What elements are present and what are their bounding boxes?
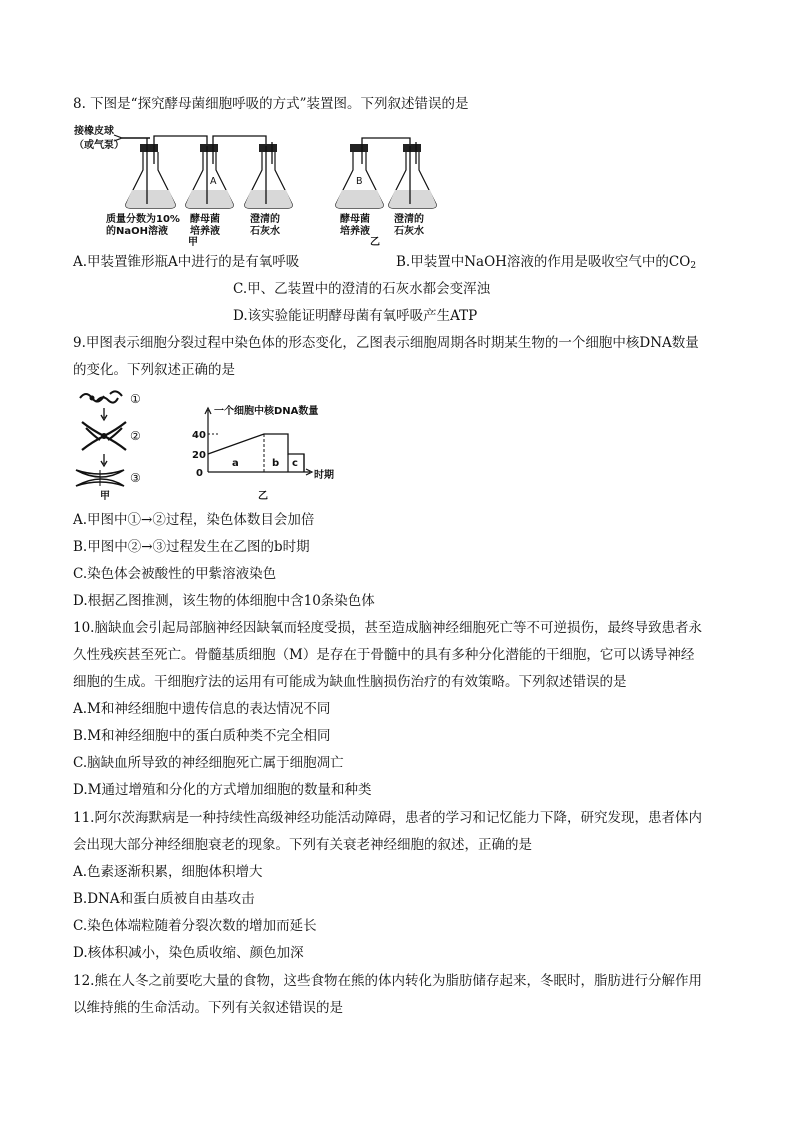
q9-option-d: D.根据乙图推测，该生物的体细胞中含10条染色体 bbox=[73, 593, 375, 609]
q9-option-c: C.染色体会被酸性的甲紫溶液染色 bbox=[73, 566, 277, 582]
flask5-caption-1: 澄清的 bbox=[394, 214, 424, 225]
q9-option-a: A.甲图中①→②过程，染色体数目会加倍 bbox=[73, 512, 315, 528]
q10-stem-line3: 细胞的生成。干细胞疗法的运用有可能成为缺血性脑损伤治疗的有效策略。下列叙述错误的是 bbox=[73, 674, 627, 690]
q10-option-c: C.脑缺血所导致的神经细胞死亡属于细胞凋亡 bbox=[73, 755, 344, 771]
q11-option-d: D.核体积减小，染色质收缩、颜色加深 bbox=[73, 945, 304, 961]
limewater-flask-1 bbox=[245, 142, 292, 208]
y-tick-0: 0 bbox=[196, 468, 203, 479]
figure-jia-label: 甲 bbox=[100, 491, 110, 502]
flask-a-letter: A bbox=[210, 176, 217, 187]
yeast-flask-a bbox=[186, 140, 233, 208]
group2-label: 乙 bbox=[370, 237, 380, 246]
flask5-caption-2: 石灰水 bbox=[394, 226, 424, 237]
pump-label-line1: 接橡皮球 bbox=[74, 126, 114, 137]
q9-dna-chart bbox=[188, 402, 348, 504]
q8-option-a: A.甲装置锥形瓶A中进行的是有氧呼吸 bbox=[73, 254, 300, 270]
q9-stem-line1: 9.甲图表示细胞分裂过程中染色体的形态变化，乙图表示细胞周期各时期某生物的一个细胞中核DNA数量 bbox=[73, 335, 699, 351]
q9-option-b: B.甲图中②→③过程发生在乙图的b时期 bbox=[73, 539, 310, 555]
q8-option-b: B.甲装置中NaOH溶液的作用是吸收空气中的$CO_2$ bbox=[396, 254, 697, 271]
q12-stem-line2: 以维持熊的生命活动。下列有关叙述错误的是 bbox=[73, 1000, 343, 1016]
figure-yi-label: 乙 bbox=[258, 491, 268, 502]
q8-option-d: D.该实验能证明酵母菌有氧呼吸产生ATP bbox=[233, 308, 478, 324]
flaskb-caption-2: 培养液 bbox=[340, 226, 370, 237]
stage-3-number: ③ bbox=[130, 471, 141, 485]
segment-c: c bbox=[292, 458, 298, 469]
q8-apparatus-figure bbox=[70, 118, 440, 246]
q11-stem-line1: 11.阿尔茨海默病是一种持续性高级神经功能活动障碍，患者的学习和记忆能力下降，研究发现，患者体内 bbox=[73, 810, 702, 826]
q11-option-a: A.色素逐渐积累，细胞体积增大 bbox=[73, 864, 263, 880]
q8-stem: 8. 下图是“探究酵母菌细胞呼吸的方式”装置图。下列叙述错误的是 bbox=[73, 96, 469, 112]
group1-label: 甲 bbox=[188, 237, 198, 246]
q11-stem-line2: 会出现大部分神经细胞衰老的现象。下列有关衰老神经细胞的叙述，正确的是 bbox=[73, 837, 532, 853]
naoh-flask bbox=[126, 138, 175, 208]
condensed-chromosome bbox=[82, 422, 126, 450]
y-tick-20: 20 bbox=[192, 450, 206, 461]
pump-label-line2: （或气泵） bbox=[74, 140, 124, 151]
flask1-caption-2: 的NaOH溶液 bbox=[106, 226, 168, 237]
q10-option-b: B.M和神经细胞中的蛋白质种类不完全相同 bbox=[73, 728, 331, 744]
flaska-caption-1: 酵母菌 bbox=[190, 214, 220, 225]
segment-b: b bbox=[272, 458, 280, 469]
flaskb-caption-1: 酵母菌 bbox=[340, 214, 370, 225]
q10-stem-line1: 10.脑缺血会引起局部脑神经因缺氧而轻度受损，甚至造成脑神经细胞死亡等不可逆损伤，最终导致患者永 bbox=[73, 620, 702, 636]
q11-option-c: C.染色体端粒随着分裂次数的增加而延长 bbox=[73, 918, 317, 934]
q11-option-b: B.DNA和蛋白质被自由基攻击 bbox=[73, 891, 255, 907]
limewater-flask-2 bbox=[389, 142, 436, 208]
x-axis-label: 时期 bbox=[314, 470, 334, 481]
dna-content-line bbox=[208, 434, 304, 472]
y-tick-40: 40 bbox=[192, 430, 206, 441]
flask3-caption-1: 澄清的 bbox=[250, 214, 280, 225]
q10-option-d: D.M通过增殖和分化的方式增加细胞的数量和种类 bbox=[73, 782, 372, 798]
q10-option-a: A.M和神经细胞中遗传信息的表达情况不同 bbox=[73, 701, 331, 717]
chart-title: 一个细胞中核DNA数量 bbox=[214, 406, 319, 417]
q10-stem-line2: 久性残疾甚至死亡。骨髓基质细胞（M）是存在于骨髓中的具有多种分化潜能的干细胞，它可以诱导神经 bbox=[73, 647, 695, 663]
q9-stem-line2: 的变化。下列叙述正确的是 bbox=[73, 362, 235, 378]
flask1-caption-1: 质量分数为10% bbox=[106, 214, 180, 225]
flaska-caption-2: 培养液 bbox=[190, 226, 220, 237]
flask-b-letter: B bbox=[356, 176, 363, 187]
chromatin-threads bbox=[80, 391, 122, 402]
stage-2-number: ② bbox=[130, 429, 141, 443]
metaphase-chromosome bbox=[76, 470, 124, 486]
segment-a: a bbox=[232, 458, 239, 469]
stage-1-number: ① bbox=[130, 392, 141, 406]
q12-stem-line1: 12.熊在人冬之前要吃大量的食物，这些食物在熊的体内转化为脂肪储存起来，冬眠时，脂肪进行分解作用 bbox=[73, 973, 702, 989]
flask3-caption-2: 石灰水 bbox=[250, 226, 280, 237]
q8-option-c: C.甲、乙装置中的澄清的石灰水都会变浑浊 bbox=[233, 281, 491, 297]
q9-chromosome-figure bbox=[70, 386, 180, 502]
yeast-flask-b bbox=[336, 142, 383, 208]
